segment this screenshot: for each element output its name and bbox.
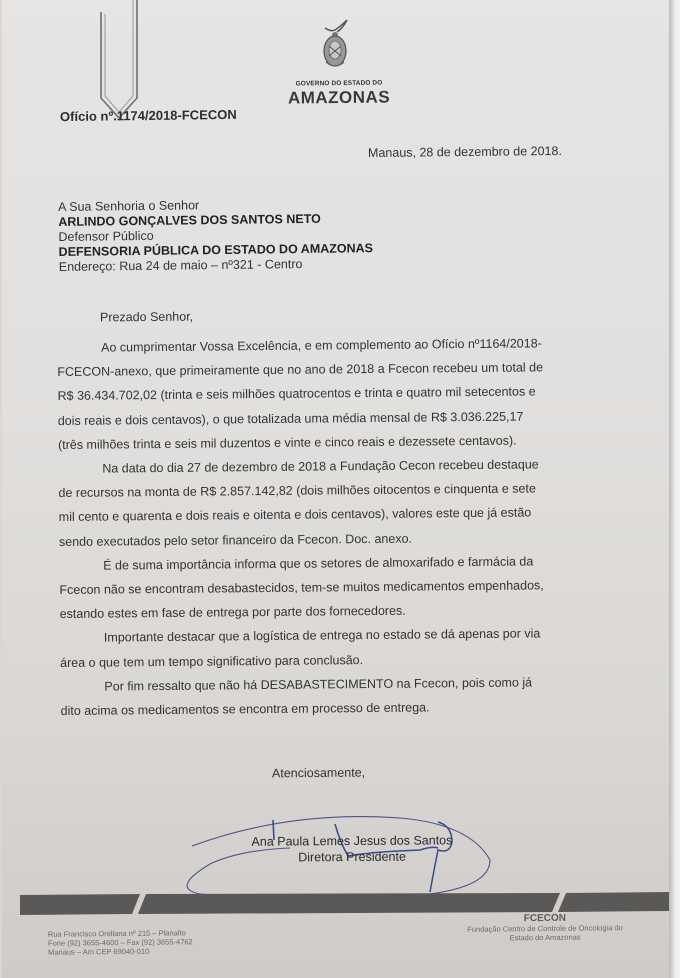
closing: Atenciosamente, [271, 765, 366, 781]
body-line: estando estes em fase de entrega por parte dos fornecedores. [59, 603, 406, 622]
body-line: Ao cumprimentar Vossa Excelência, e em complemento ao Ofício nº1164/2018- [101, 336, 542, 355]
body-line: Por fim ressalto que não há DESABASTECIMENTO na Fcecon, pois como já [104, 675, 533, 694]
signer-title: Diretora Presidente [298, 849, 406, 865]
paragraph-logistics [60, 621, 620, 675]
paperclip-icon [95, 0, 145, 120]
recipient-role: Defensor Público [58, 228, 154, 244]
paragraph-conclusion [60, 669, 620, 723]
paragraph-funds [58, 452, 619, 554]
footer-org-name: Fundação Centro de Controle de Oncologia do [467, 923, 623, 934]
recipient-institution: DEFENSORIA PÚBLICA DO ESTADO DO AMAZONAS [58, 241, 374, 259]
body-line: (três milhões trinta e seis mil duzentos e vinte e cinco reais e dezessete centavos). [57, 433, 517, 452]
body-line: R$ 36.434.702,02 (trinta e seis milhões quatrocentos e trinta e quatro mil setecentos e [57, 384, 536, 404]
signer-block [222, 832, 482, 866]
state-name: AMAZONAS [287, 87, 391, 108]
footer-address [48, 928, 193, 957]
body-line: de recursos na monta de R$ 2.857.142,82 (dois milhões oitocentos e cinquenta e sete [58, 481, 536, 501]
body-line: Fcecon não se encontram desabastecidos, tem-se muitos medicamentos empenhados, [59, 578, 544, 598]
footer-address-line: Rua Francisco Orellana nº 215 – Planalto [47, 928, 186, 939]
letter-body [57, 331, 621, 724]
body-line: FCECON-anexo, que primeiramente que no ano de 2018 a Fcecon recebeu um total de [57, 360, 544, 380]
recipient-block [58, 196, 373, 275]
body-line: área o que tem um tempo significativo para conclusão. [60, 652, 364, 670]
body-line: mil cento e quarenta e dois reais e oitenta e dois centavos), valores este que já estão [58, 505, 532, 525]
footer-city-line: Manaus – Am CEP 69040-010 [48, 946, 150, 957]
amazonas-coat-of-arms-icon [317, 18, 353, 76]
recipient-name: ARLINDO GONÇALVES DOS SANTOS NETO [58, 211, 321, 229]
dateline: Manaus, 28 de dezembro de 2018. [367, 143, 562, 161]
signer-name: Ana Paula Lemes Jesus dos Santos [251, 833, 453, 849]
body-line: É de suma importância informa que os setores de almoxarifado e farmácia da [103, 554, 534, 573]
government-label: GOVERNO DO ESTADO DO [295, 79, 383, 88]
footer-org-acronym: FCECON [523, 912, 567, 925]
body-line: Na data do dia 27 de dezembro de 2018 a Fundação Cecon recebeu destaque [102, 457, 539, 476]
body-line: sendo executados pelo setor financeiro da Fcecon. Doc. anexo. [58, 531, 413, 549]
body-line: Importante destacar que a logística de entrega no estado se dá apenas por via [103, 626, 541, 646]
paragraph-revenue [57, 331, 618, 457]
footer-organization [440, 912, 650, 943]
footer-org-name: Estado do Amazonas [509, 932, 581, 943]
body-line: dois reais e dois centavos), o que totalizada uma média mensal de R$ 3.036.225,17 [57, 409, 524, 428]
paragraph-supply [59, 548, 620, 626]
recipient-salutation: A Sua Senhoria o Senhor [58, 198, 200, 214]
footer-phone-line: Fone (92) 3655-4600 – Fax (92) 3655-4762 [47, 937, 193, 948]
page-edge [669, 0, 680, 978]
body-line: dito acima os medicamentos se encontra em processo de entrega. [60, 700, 430, 719]
recipient-address: Endereço: Rua 24 de maio – nº321 - Centro [58, 257, 303, 274]
greeting: Prezado Senhor, [99, 309, 194, 325]
document-reference: Ofício nº.1174/2018-FCECON [59, 106, 237, 125]
